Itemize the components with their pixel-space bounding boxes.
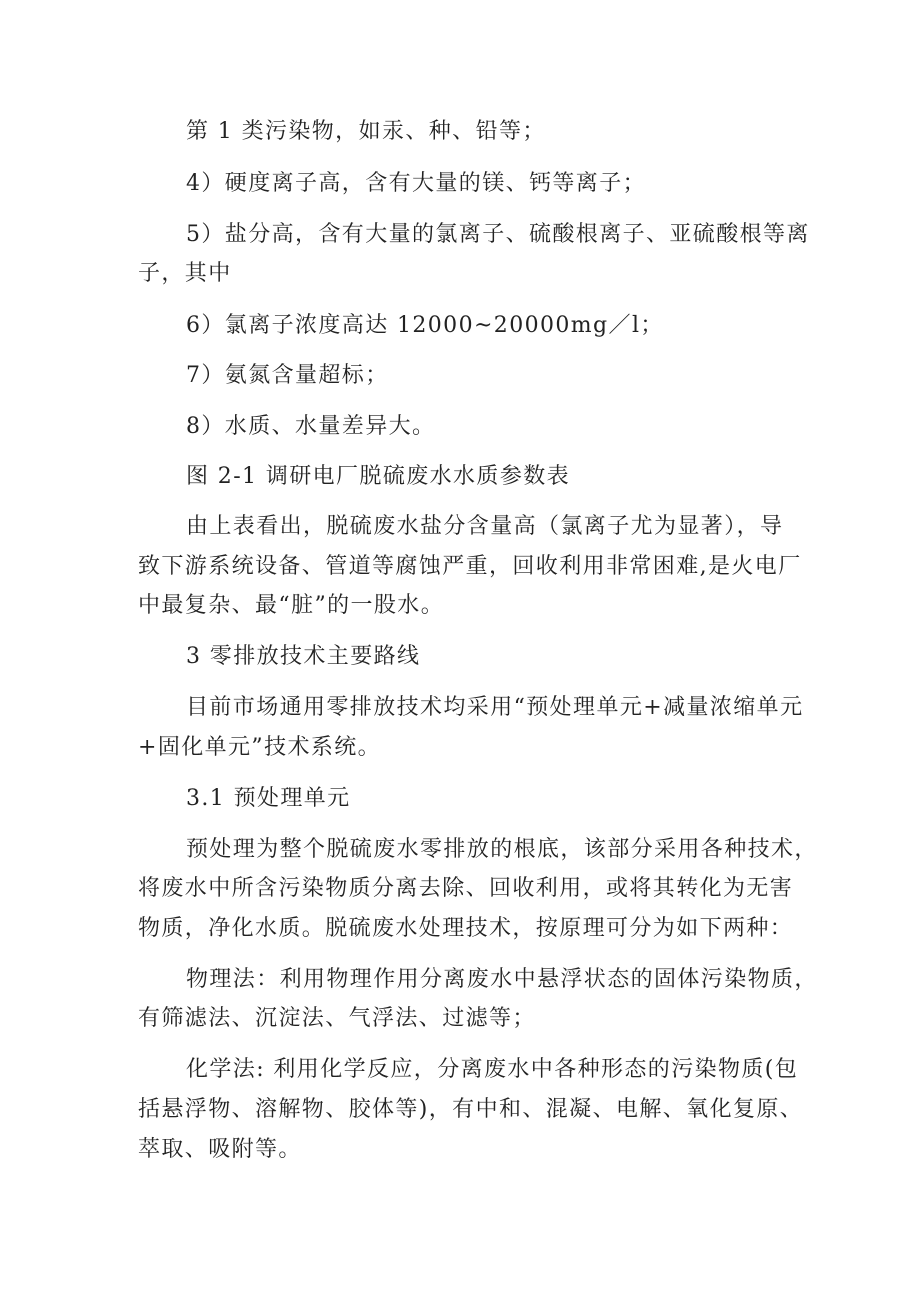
text-line-chloride-concentration: 6）氯离子浓度高达 12000~20000mg／l； bbox=[186, 313, 664, 338]
paragraph-line: 物质，净化水质。脱硫废水处理技术，按原理可分为如下两种： bbox=[138, 916, 794, 941]
paragraph-line: 有筛滤法、沉淀法、气浮法、过滤等； bbox=[138, 1006, 536, 1031]
paragraph-line: 将废水中所含污染物质分离去除、回收利用，或将其转化为无害 bbox=[138, 876, 794, 901]
text-line-high-salinity: 5）盐分高，含有大量的氯离子、硫酸根离子、亚硫酸根等离 bbox=[186, 222, 810, 247]
paragraph-line: 目前市场通用零排放技术均采用“预处理单元+减量浓缩单元 bbox=[186, 695, 804, 720]
section-heading-3-1: 3.1 预处理单元 bbox=[186, 786, 351, 811]
section-heading-3: 3 零排放技术主要路线 bbox=[186, 644, 421, 669]
paragraph-line: 预处理为整个脱硫废水零排放的根底，该部分采用各种技术， bbox=[186, 837, 818, 862]
paragraph-line: 由上表看出，脱硫废水盐分含量高（氯离子尤为显著），导 bbox=[186, 514, 784, 539]
text-line-ammonia-nitrogen: 7）氨氮含量超标； bbox=[186, 363, 389, 388]
paragraph-line: +固化单元”技术系统。 bbox=[138, 735, 382, 760]
figure-caption: 图 2-1 调研电厂脱硫废水水质参数表 bbox=[186, 464, 571, 489]
paragraph-line: 括悬浮物、溶解物、胶体等)，有中和、混凝、电解、氧化复原、 bbox=[138, 1097, 804, 1122]
text-line-water-quality-variance: 8）水质、水量差异大。 bbox=[186, 414, 436, 439]
paragraph-line: 化学法: 利用化学反应，分离废水中各种形态的污染物质(包 bbox=[186, 1057, 799, 1082]
paragraph-line: 致下游系统设备、管道等腐蚀严重，回收利用非常困难,是火电厂 bbox=[138, 554, 802, 579]
text-line-high-salinity-cont: 子，其中 bbox=[138, 261, 232, 286]
paragraph-line: 萃取、吸附等。 bbox=[138, 1137, 302, 1162]
paragraph-line: 中最复杂、最“脏”的一股水。 bbox=[138, 593, 445, 618]
text-line-hardness-ions: 4）硬度离子高，含有大量的镁、钙等离子； bbox=[186, 171, 646, 196]
text-line-pollutant-class-1: 第 1 类污染物，如汞、种、铅等； bbox=[186, 119, 546, 144]
paragraph-line: 物理法：利用物理作用分离废水中悬浮状态的固体污染物质， bbox=[186, 967, 818, 992]
